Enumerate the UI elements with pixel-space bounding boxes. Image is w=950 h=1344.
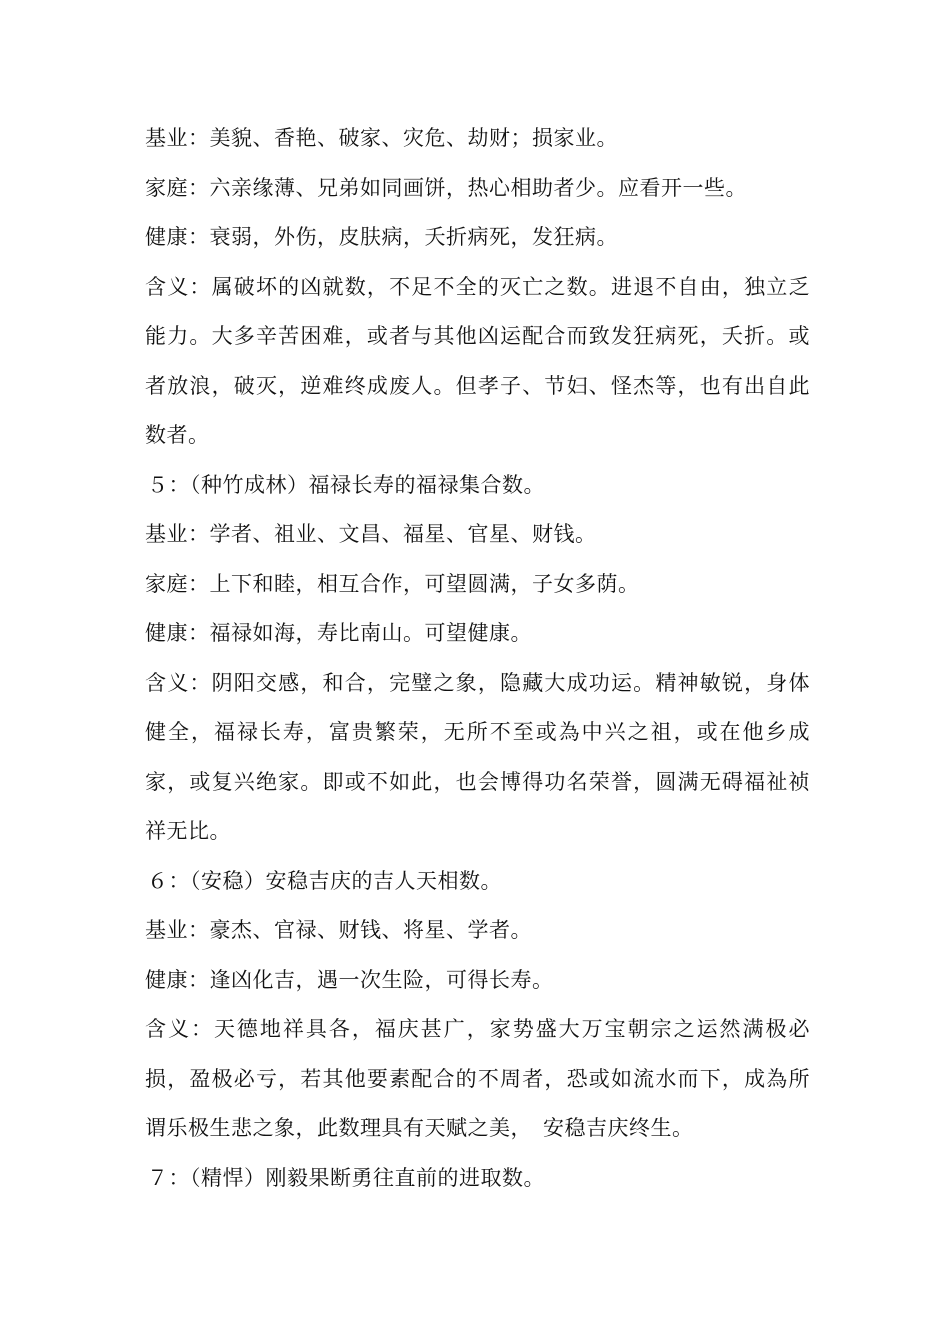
section-heading-6: ６：（安稳）安稳吉庆的吉人天相数。	[147, 868, 502, 893]
paragraph-family-4: 家庭：六亲缘薄、兄弟如同画饼，热心相助者少。应看开一些。	[145, 175, 747, 200]
paragraph-meaning-5: 含义：阴阳交感，和合，完璧之象，隐藏大成功运。精神敏锐，身体健全，福禄长寿，富贵繁荣，无所不至或為中兴之祖，或在他乡成家，或复兴绝家。即或不如此，也会博得功名荣誉，圆满无碍福祉祯祥无比。	[145, 670, 810, 843]
paragraph-health-6: 健康：逢凶化吉，遇一次生险，可得长寿。	[145, 967, 554, 992]
section-heading-7: ７：（精悍）刚毅果断勇往直前的进取数。	[147, 1165, 545, 1190]
paragraph-health-5: 健康：福禄如海，寿比南山。可望健康。	[145, 621, 532, 645]
paragraph-foundation-6: 基业：豪杰、官禄、财钱、将星、学者。	[145, 918, 532, 942]
paragraph-health-4: 健康：衰弱，外伤，皮肤病，夭折病死，发狂病。	[145, 225, 618, 249]
paragraph-foundation-4: 基业：美貌、香艳、破家、灾危、劫财；损家业。	[145, 126, 618, 150]
paragraph-meaning-4: 含义：属破坏的凶就数，不足不全的灭亡之数。进退不自由，独立乏能力。大多辛苦困难，或者与其他凶运配合而致发狂病死，夭折。或者放浪，破灭，逆难终成废人。但孝子、节妇、怪杰等，也有出自此数者。	[145, 274, 810, 447]
paragraph-family-5: 家庭：上下和睦，相互合作，可望圆满，子女多荫。	[145, 571, 640, 596]
section-heading-5: ５：（种竹成林）福禄长寿的福禄集合数。	[147, 472, 545, 497]
paragraph-foundation-5: 基业：学者、祖业、文昌、福星、官星、财钱。	[145, 522, 597, 546]
document-body	[145, 114, 810, 1203]
paragraph-meaning-6: 含义：天德地祥具各，福庆甚广，家势盛大万宝朝宗之运然满极必损，盈极必亏，若其他要素配合的不周者，恐或如流水而下，成為所谓乐极生悲之象，此数理具有天赋之美， 安稳吉庆终生。	[145, 1017, 810, 1140]
